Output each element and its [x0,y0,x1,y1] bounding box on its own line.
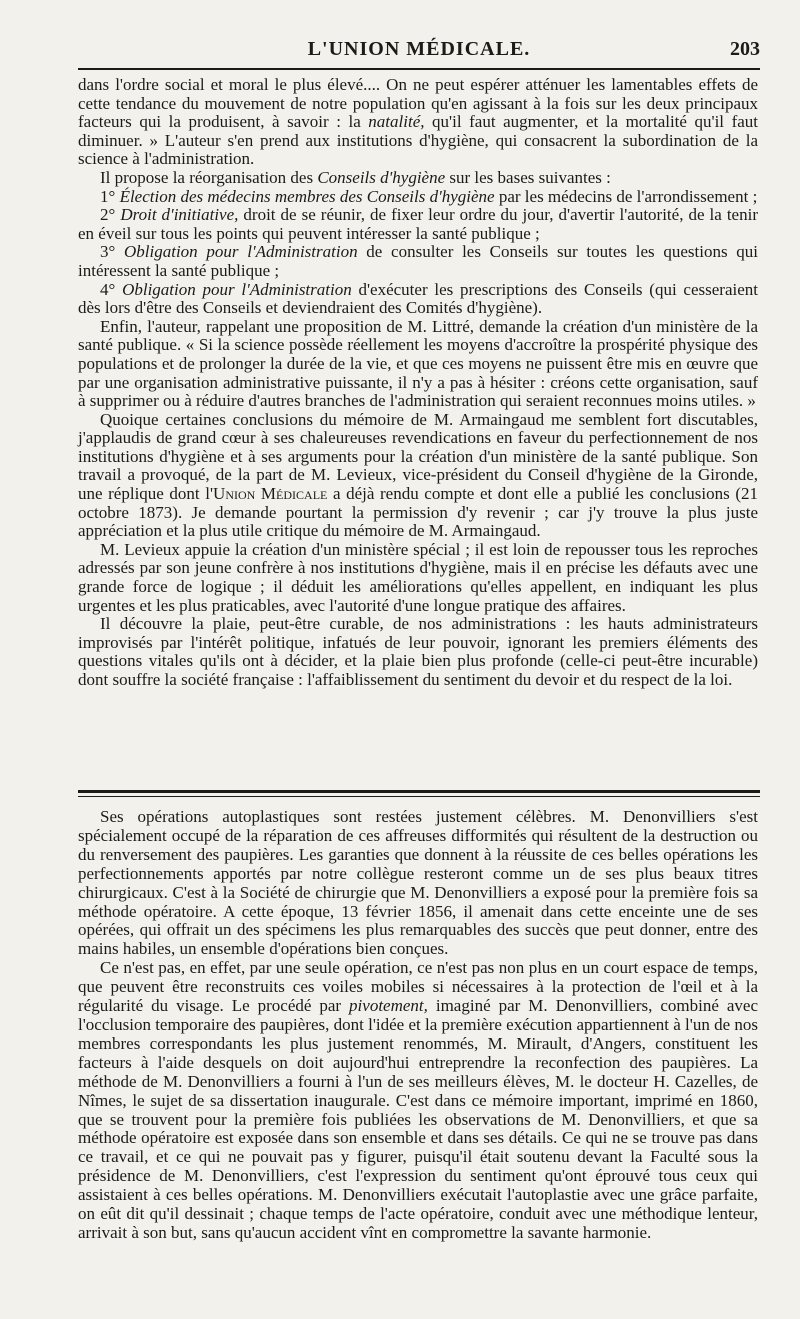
paragraph-levieux: M. Levieux appuie la création d'un ministère spécial ; il est loin de repousser tous les reproches adressés par son jeune confrère à nos institutions d'hygiène, mais il en précise les défauts avec une grande force de logique ; il déduit les améliorations qu'elles appellent, en indiquant les plus urgentes et les plus praticables, avec l'autorité d'une longue pratique des affaires. [78,539,758,615]
header-rule [78,68,760,70]
main-article [78,76,758,690]
paragraph-armaingaud: Quoique certaines conclusions du mémoire de M. Armaingaud me semblent fort discutables, j'applaudis de grand cœur à ses chaleureuses revendications en faveur du perfectionnement de nos institutions d'hygiène et à ses arguments pour la création d'un ministère de la santé publique. Son travail a provoqué, de la part de M. Levieux, vice-président du Conseil d'hygiène de la Gironde, une réplique dont l'Union Médicale a déjà rendu compte et dont elle a publié les conclusions (21 octobre 1873). Je demande pourtant la permission d'y revenir ; car j'y trouve la plus juste appréciation et la plus utile critique du mémoire de M. Armaingaud. [78,409,758,541]
list-item-3: 3° Obligation pour l'Administration de consulter les Conseils sur toutes les questions qui intéressent la santé publique ; [78,242,758,280]
feuilleton-paragraph-1: Ses opérations autoplastiques sont restées justement célèbres. M. Denonvilliers s'est spécialement occupé de la réparation de ces affreuses difformités qui résultent de la destruction ou du renversement des paupières. Les garanties que donnent à la réussite de ces belles opérations les perfectionnements apportés par notre collègue resteront comme un de ses plus beaux titres chirurgicaux. C'est à la Société de chirurgie que M. Denonvilliers a exposé pour la première fois sa méthode opératoire. A cette époque, 13 février 1856, il amenait dans cette enceinte une de ses opérées, qui offrait un des spécimens les plus remarquables des succès que peut donner, entre des mains habiles, un ensemble d'opérations bien conçues. [78,807,758,959]
paragraph-ministry: Enfin, l'auteur, rappelant une proposition de M. Littré, demande la création d'un ministère de la santé publique. « Si la science possède réellement les moyens d'accroître la prospérité physique des populations et de prolonger la durée de la vie, et que ces moyens ne puissent être mis en œuvre que par une organisation administrative puissante, il n'y a pas à hésiter : créons cette organisation, sauf à supprimer ou à réduire d'autres branches de l'administration qui seraient reconnues moins utiles. » [78,316,758,411]
journal-name: Union Médicale [213,484,328,504]
paragraph-plaie: Il découvre la plaie, peut-être curable, de nos administrations : les hauts administrateurs improvisés par l'intérêt politique, infatués de leur pouvoir, ignorant les premiers éléments des questions vitales qu'ils ont à décider, et la plaie bien plus profonde (celle-ci peut-être incurable) dont souffre la société française : l'affaiblissement du sentiment du devoir et du respect de la loi. [78,614,758,689]
list-item-2: 2° Droit d'initiative, droit de se réunir, de fixer leur ordre du jour, d'avertir l'autorité, de la tenir en éveil sur tous les points qui peuvent intéresser la santé publique ; [78,205,758,243]
page-number: 203 [730,38,760,60]
feuilleton-article [78,808,758,1243]
page-header [78,38,760,68]
feuilleton-separator [78,790,760,797]
list-item-1: 1° Élection des médecins membres des Conseils d'hygiène par les médecins de l'arrondissement ; [100,186,758,206]
paragraph-continuation: dans l'ordre social et moral le plus élevé.... On ne peut espérer atténuer les lamentables effets de cette tendance du mouvement de notre population qu'en agissant à la fois sur les deux principaux facteurs qui la produisent, à savoir : la natalité, qu'il faut augmenter, et la mortalité qu'il faut diminuer. » L'auteur s'en prend aux institutions d'hygiène, qui consacrent la subordination de la science à l'administration. [78,75,758,169]
running-title: L'UNION MÉDICALE. [307,38,531,60]
paragraph-proposal: Il propose la réorganisation des Conseils d'hygiène sur les bases suivantes : [100,167,611,187]
feuilleton-paragraph-2: Ce n'est pas, en effet, par une seule opération, ce n'est pas non plus en un court espace de temps, que peuvent être reconstruits ces voiles mobiles si nécessaires à la protection de l'œil et à la régularité du visage. Le procédé par pivotement, imaginé par M. Denonvilliers, combiné avec l'occlusion temporaire des paupières, dont l'idée et la première exécution appartiennent à l'un de nos membres correspondants les plus justement renommés, M. Mirault, d'Angers, constituent les facteurs à l'aide desquels on doit aujourd'hui entreprendre la reconfection des paupières. La méthode de M. Denonvilliers a fourni à l'un de ses meilleurs élèves, M. le docteur H. Cazelles, de Nîmes, le sujet de sa dissertation inaugurale. C'est dans ce mémoire important, imprimé en 1860, que se trouvent pour la première fois publiées les observations de M. Denonvilliers, et que sa méthode opératoire est exposée dans son ensemble et dans ses détails. Ce qui ne se trouve pas dans ce travail, et ce qui ne pouvait pas y figurer, puisqu'il était soutenu devant la Faculté sous la présidence de M. Denonvilliers, c'est l'expression du sentiment qu'ont éprouvé tous ceux qui assistaient à ces belles opérations. M. Denonvilliers exécutait l'autoplastie avec une grâce parfaite, on eût dit qu'il dessinait ; chaque temps de l'acte opératoire, conduit avec une méthodique lenteur, arrivait à son but, sans qu'aucun accident vînt en compromettre la savante harmonie. [78,958,758,1242]
list-item-4: 4° Obligation pour l'Administration d'exécuter les prescriptions des Conseils (qui cesseraient dès lors d'être des Conseils et deviendraient des Comités d'hygiène). [78,279,758,318]
